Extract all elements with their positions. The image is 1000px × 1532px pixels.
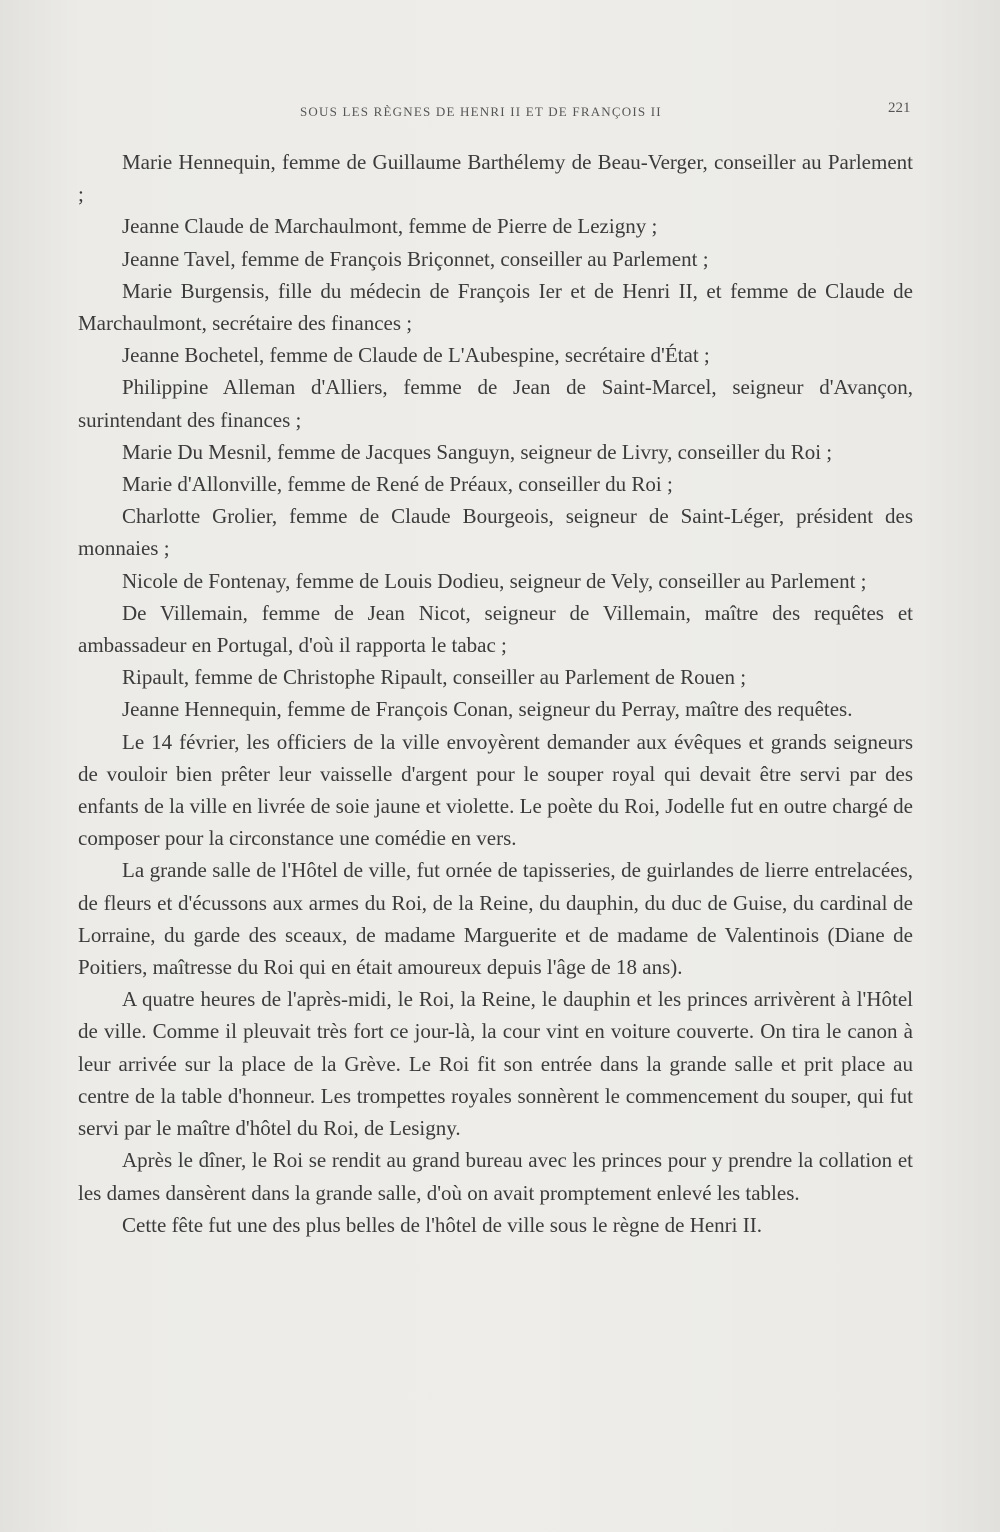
paragraph: Marie Du Mesnil, femme de Jacques Sanguyn, seigneur de Livry, conseiller du Roi ; bbox=[122, 439, 833, 464]
paragraph: Marie Burgensis, fille du médecin de François Ier et de Henri II, et femme de Claude de Marchaulmont, secrétaire des finances ; bbox=[78, 278, 913, 336]
paragraph: Jeanne Bochetel, femme de Claude de L'Aubespine, secrétaire d'État ; bbox=[122, 343, 710, 368]
paragraph: Marie Hennequin, femme de Guillaume Barthélemy de Beau-Verger, conseiller au Parlement ; bbox=[78, 150, 913, 207]
running-title: SOUS LES RÈGNES DE HENRI II ET DE FRANÇOIS II bbox=[300, 104, 662, 119]
paragraph: Nicole de Fontenay, femme de Louis Dodieu, seigneur de Vely, conseiller au Parlement ; bbox=[122, 568, 867, 593]
paragraph: Jeanne Hennequin, femme de François Conan, seigneur du Perray, maître des requêtes. bbox=[122, 697, 853, 722]
paragraph: Le 14 février, les officiers de la ville envoyèrent demander aux évêques et grands seigneurs de vouloir bien prêter leur vaisselle d'argent pour le souper royal qui devait être servi par des enfants de la ville en livrée de soie jaune et violette. Le poète du Roi, Jodelle fut en outre chargé de composer pour la circonstance une comédie en vers. bbox=[78, 729, 913, 851]
paragraph: Cette fête fut une des plus belles de l'hôtel de ville sous le règne de Henri II. bbox=[122, 1212, 762, 1237]
paragraph: Charlotte Grolier, femme de Claude Bourgeois, seigneur de Saint-Léger, président des monnaies ; bbox=[78, 504, 913, 561]
paragraph: Marie d'Allonville, femme de René de Préaux, conseiller du Roi ; bbox=[122, 472, 673, 497]
paragraph: Ripault, femme de Christophe Ripault, conseiller au Parlement de Rouen ; bbox=[122, 665, 747, 690]
paragraph: A quatre heures de l'après-midi, le Roi, la Reine, le dauphin et les princes arrivèrent à l'Hôtel de ville. Comme il pleuvait très fort ce jour-là, la cour vint en voiture couverte. On tira le canon à leur arrivée sur la place de la Grève. Le Roi fit son entrée dans la grande salle et prit place au centre de la table d'honneur. Les trompettes royales sonnèrent le commencement du souper, qui fut servi par le maître d'hôtel du Roi, de Lesigny. bbox=[78, 987, 913, 1141]
paragraph: Jeanne Claude de Marchaulmont, femme de Pierre de Lezigny ; bbox=[122, 214, 658, 239]
body-text bbox=[78, 146, 913, 1241]
page-number: 221 bbox=[888, 100, 911, 116]
paragraph: La grande salle de l'Hôtel de ville, fut ornée de tapisseries, de guirlandes de lierre entrelacées, de fleurs et d'écussons aux armes du Roi, de la Reine, du dauphin, du duc de Guise, du cardinal de Lorraine, du garde des sceaux, de madame Marguerite et de madame de Valentinois (Diane de Poitiers, maîtresse du Roi qui en était amoureux depuis l'âge de 18 ans). bbox=[78, 858, 913, 980]
paragraph: Après le dîner, le Roi se rendit au grand bureau avec les princes pour y prendre la collation et les dames dansèrent dans la grande salle, d'où on avait promptement enlevé les tables. bbox=[78, 1148, 913, 1205]
paragraph: De Villemain, femme de Jean Nicot, seigneur de Villemain, maître des requêtes et ambassadeur en Portugal, d'où il rapporta le tabac ; bbox=[78, 600, 913, 658]
paragraph: Jeanne Tavel, femme de François Briçonnet, conseiller au Parlement ; bbox=[122, 246, 709, 271]
paragraph: Philippine Alleman d'Alliers, femme de Jean de Saint-Marcel, seigneur d'Avançon, surintendant des finances ; bbox=[78, 375, 913, 432]
